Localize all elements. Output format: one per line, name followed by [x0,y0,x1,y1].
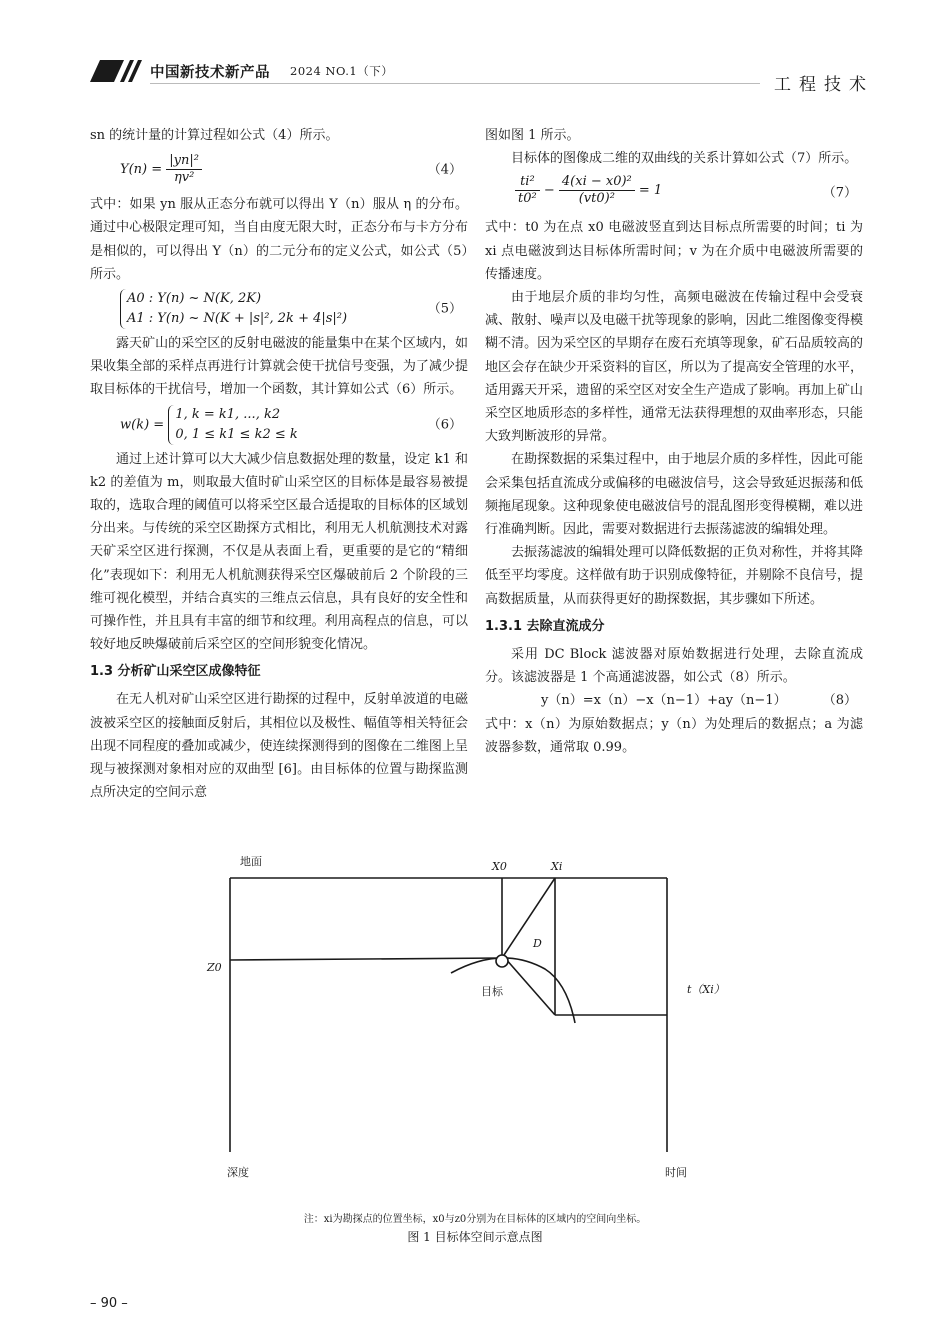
section-heading: 1.3.1 去除直流成分 [485,618,605,634]
paragraph: 图如图 1 所示。 [485,128,580,143]
label-time: 时间 [665,1166,687,1179]
paragraph: 式中：x（n）为原始数据点；y（n）为处理后的数据点；a 为滤波器参数，通常取 0.99。 [485,717,863,756]
eq7-minus: − [543,183,559,199]
equation-7 [485,170,863,216]
eq8-body: y（n）=x（n）−x（n−1）+ay（n−1） [541,693,787,709]
left-column [90,124,468,804]
d-slant-line [502,878,555,958]
equation-5 [90,286,468,332]
eq7-b-numerator: 4(xi − x0)² [559,174,635,191]
target-circle [496,955,508,967]
eq4-fraction [166,153,202,186]
paragraph: 式中：t0 为在点 x0 电磁波竖直到达目标点所需要的时间；ti 为 xi 点电磁波到达目标体所需时间；v 为在介质中电磁波所需要的传播速度。 [485,220,863,282]
eq7-a-numerator: ti² [515,174,540,191]
page-number: – 90 – [90,1296,128,1311]
paragraph: 在勘探数据的采集过程中，由于地层介质的多样性，因此可能会采集包括直流成分或偏移的电磁波信号，这会导致延迟振荡和低频拖尾现象。这种现象使电磁波信号的混乱图形变得模糊，难以进行准确判断。因此，需要对数据进行去振荡滤波的编辑处理。 [485,452,863,538]
equation-4 [90,147,468,193]
paragraph: 式中：如果 yn 服从正态分布就可以得出 Y（n）服从 η 的分布。通过中心极限定理可知，当自由度无限大时，正态分布与卡方分布是相似的，可以得出 Y（n）的二元分布的定义公式，如公式（5）所示。 [90,197,468,282]
eq4-numerator: |yn|² [166,153,202,170]
paragraph: 采用 DC Block 滤波器对原始数据进行处理，去除直流成分。该滤波器是 1 个高通滤波器，如公式（8）所示。 [485,646,863,686]
eq4-denominator: ηv² [173,170,195,186]
paragraph: 由于地层介质的非均匀性，高频电磁波在传输过程中会受衰减、散射、噪声以及电磁干扰等现象的影响，因此二维图像变得模糊不清。因为采空区的早期存在废石充填等现象，矿石品质较高的地区会存在缺少开采资料的盲区，所以为了提高安全管理的水平，适用露天开采，遗留的采空区对安全生产造成了影响。再加上矿山采空区地质形态的多样性，通常无法获得理想的双曲率形态，只能大致判断波形的异常。 [485,290,863,445]
eq6-lhs: w(k) = [120,417,169,433]
eq6-line-2: 0, 1 ≤ k1 ≤ k2 ≤ k [175,426,298,442]
label-ground: 地面 [240,855,262,868]
label-d: D [533,937,542,950]
eq7-a-denominator: t0² [518,191,537,207]
label-t-xi: t（Xi） [687,983,725,996]
paragraph: 目标体的图像成二维的双曲线的关系计算如公式（7）所示。 [511,151,858,167]
target-slant-line [505,958,555,1015]
label-xi: Xi [551,860,563,873]
equation-number: （5） [427,301,462,317]
eq5-line-1: A0 : Y(n) ~ N(K, 2K) [127,291,262,307]
paragraph: 在无人机对矿山采空区进行勘探的过程中，反射单波道的电磁波被采空区的接触面反射后，其相位以及极性、幅值等相关特征会出现不同程度的叠加或减少，使连续探测得到的图像在二维图上呈现与被探测对象相对应的双曲型 [6]。由目标体的位置与勘探监测点所决定的空间示意 [90,692,468,801]
journal-title: 中国新技术新产品 [150,65,270,81]
paragraph: 露天矿山的采空区的反射电磁波的能量集中在某个区域内，如果收集全部的采样点再进行计算就会使干扰信号变强，为了减少提取目标体的干扰信号，增加一个函数，其计算如公式（6）所示。 [90,336,468,398]
eq6-line-1: 1, k = k1, ..., k2 [175,406,281,422]
paragraph: sn 的统计量的计算过程如公式（4）所示。 [90,128,339,143]
label-z0: Z0 [207,961,222,974]
header-rule [150,83,760,84]
z0-line [230,958,502,960]
eq7-rhs: = 1 [638,183,663,199]
journal-issue: 2024 NO.1（下） [290,64,394,78]
equation-number: （4） [427,162,462,178]
eq5-line-2: A1 : Y(n) ~ N(K + |s|², 2k + 4|s|²) [127,311,348,327]
eq7-fraction-a [515,174,540,207]
label-target: 目标 [481,985,503,998]
eq7-b-denominator: (vt0)² [578,191,615,207]
figure-diagram [195,855,755,1195]
section-heading: 1.3 分析矿山采空区成像特征 [90,664,261,680]
section-title: 工程技术 [774,75,874,95]
label-x0: X0 [492,860,507,873]
paragraph: 去振荡滤波的编辑处理可以降低数据的正负对称性，并将其降低至平均零度。这样做有助于识别成像特征，并剔除不良信号，提高数据质量，从而获得更好的勘探数据，其步骤如下所述。 [485,545,863,607]
figure-1 [195,855,755,1195]
equation-number: （6） [427,417,462,433]
equation-number: （8） [822,693,857,709]
eq4-lhs: Y(n) = [120,162,167,178]
equation-number: （7） [822,185,857,201]
label-depth: 深度 [227,1166,249,1179]
figure-caption: 图 1 目标体空间示意点图 [407,1230,543,1244]
paragraph: 通过上述计算可以大大减少信息数据处理的数量，设定 k1 和 k2 的差值为 m，则取最大值时矿山采空区的目标体是最容易被提取的，选取合理的阈值可以将采空区最合适提取的目标体的区域划分出来。与传统的采空区勘探方式相比，利用无人机航测技术对露天矿采空区进行探测，不仅是从表面上看，更重要的是它的“精细化”表现如下：利用无人机航测获得采空区爆破前后 2 个阶段的三维可视化模型，并结合真实的三维点云信息，具有良好的安全性和可操作性，并且具有丰富的细节和纹理。利用高程点的信息，可以较好地反映爆破前后采空区的空间形貌变化情况。 [90,451,468,653]
equation-8 [485,689,863,713]
figure-note: 注：xi为勘探点的位置坐标，x0与z0分别为在目标体的区域内的空间向坐标。 [303,1214,647,1225]
right-column [485,124,863,760]
equation-6 [90,402,468,448]
journal-logo-bars [90,60,142,82]
eq7-fraction-b [559,174,635,207]
